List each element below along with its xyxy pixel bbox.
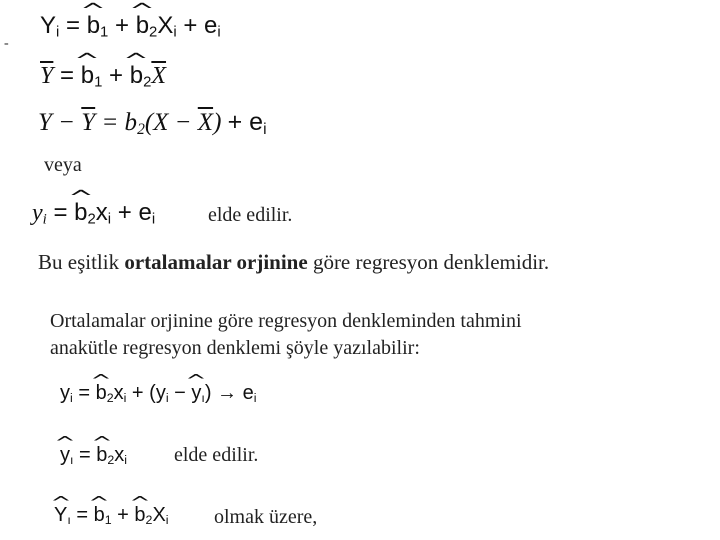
equation-4: $y_i$ = ^ $b_2x_i + e_i$: [32, 199, 155, 229]
stray-mark: -: [4, 36, 9, 51]
equation-7: ^ $Y_ı$ = ^ $b_1$ + ^ $b_2X_i$: [54, 504, 169, 527]
equation-6: ^ $y_ı$ = ^ $b_2x_i$: [60, 444, 127, 467]
paragraph-line-2: anakütle regresyon denklemi şöyle yazılabilir:: [50, 337, 420, 359]
veya-label: veya: [44, 154, 82, 176]
equation-2: $\overline{Y}$ = ^ $b_1$ + ^ $b_2\overline{X}$: [40, 62, 166, 91]
equation-1: $Y_i$ = ^ $b_1$ + ^ $b_2X_i + e_i$: [40, 12, 221, 41]
elde-edilir-1: elde edilir.: [208, 204, 293, 226]
paragraph-line-1: Ortalamalar orjinine göre regresyon denkleminden tahmini: [50, 310, 522, 332]
elde-edilir-2: elde edilir.: [174, 444, 259, 466]
statement-post: göre regresyon denklemidir.: [307, 250, 550, 274]
equation-5: $y_i$ = ^ $b_2x_i + (y_i$ − ^ $y_ı) \to e_i$: [60, 382, 257, 405]
olmak-uzere: olmak üzere,: [214, 506, 318, 528]
statement-bold: ortalamalar orjinine: [124, 250, 308, 274]
statement: [38, 250, 549, 275]
statement-pre: Bu eşitlik: [38, 250, 125, 274]
equation-3: $Y - \overline{Y} = b_2(X - \overline{X}) + e_i$: [38, 108, 267, 138]
